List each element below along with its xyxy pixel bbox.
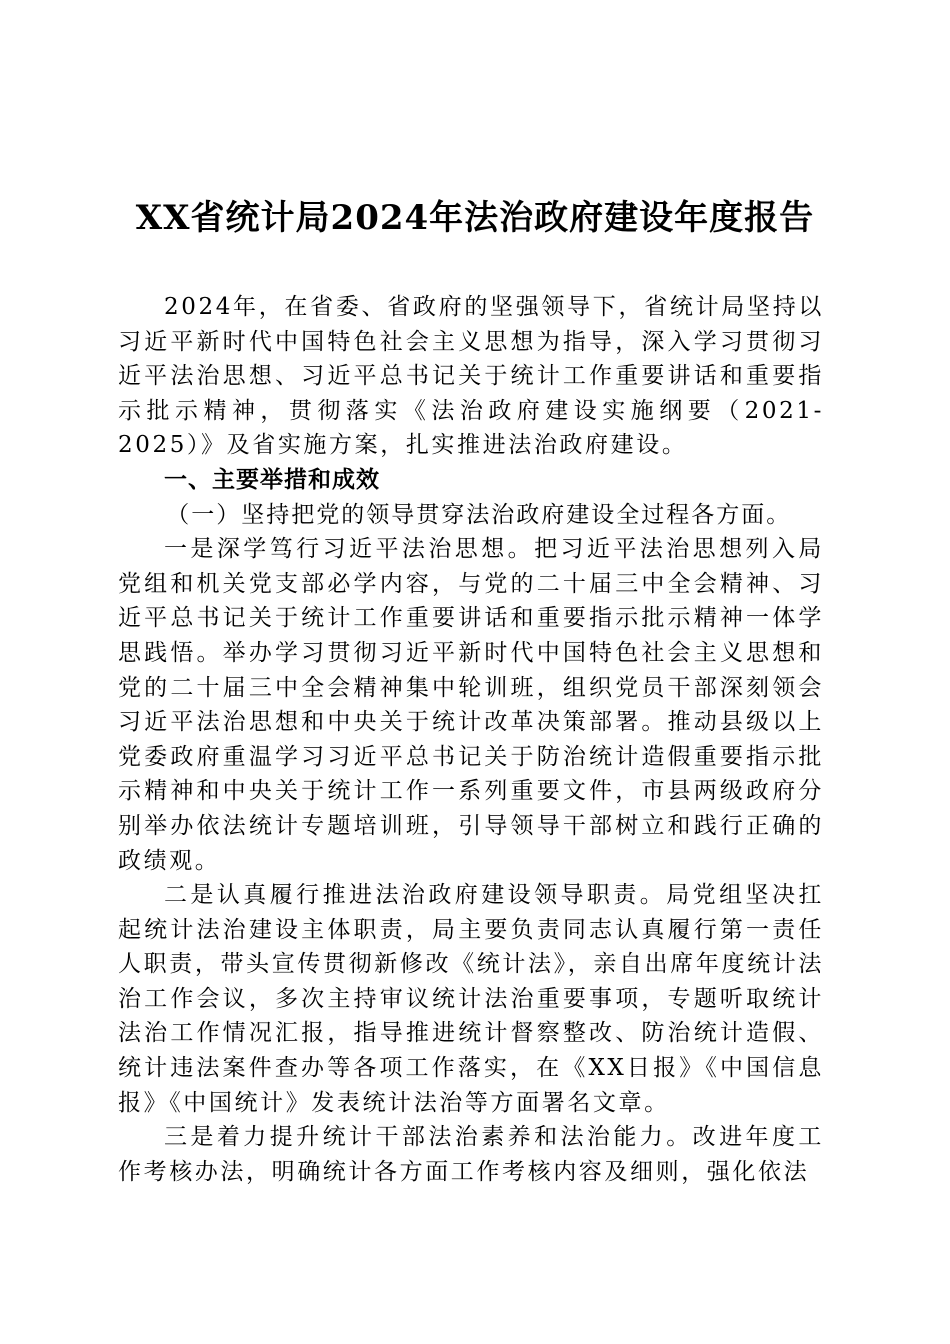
body-paragraph: 一是深学笃行习近平法治思想。把习近平法治思想列入局党组和机关党支部必学内容，与党的二十届三中全会精神、习近平总书记关于统计工作重要讲话和重要指示批示精神一体学思践悟。举办学习贯彻习近平新时代中国特色社会主义思想和党的二十届三中全会精神集中轮训班，组织党员干部深刻领会习近平法治思想和中央关于统计改革决策部署。推动县级以上党委政府重温学习习近平总书记关于防治统计造假重要指示批示精神和中央关于统计工作一系列重要文件，市县两级政府分别举办依法统计专题培训班，引导领导干部树立和践行正确的政绩观。: [118, 536, 824, 874]
document-body: [118, 290, 824, 1189]
body-paragraph: 三是着力提升统计干部法治素养和法治能力。改进年度工作考核办法，明确统计各方面工作考核内容及细则，强化依法: [118, 1124, 824, 1185]
section-heading: 一、主要举措和成效: [164, 466, 380, 493]
body-paragraph: 二是认真履行推进法治政府建设领导职责。局党组坚决扛起统计法治建设主体职责，局主要负责同志认真履行第一责任人职责，带头宣传贯彻新修改《统计法》，亲自出席年度统计法治工作会议，多次主持审议统计法治重要事项，专题听取统计法治工作情况汇报，指导推进统计督察整改、防治统计造假、统计违法案件查办等各项工作落实，在《XX日报》《中国信息报》《中国统计》发表统计法治等方面署名文章。: [118, 882, 824, 1116]
document-title: XX省统计局2024年法治政府建设年度报告: [135, 198, 815, 238]
intro-paragraph: 2024年，在省委、省政府的坚强领导下，省统计局坚持以习近平新时代中国特色社会主义思想为指导，深入学习贯彻习近平法治思想、习近平总书记关于统计工作重要讲话和重要指示批示精神，贯彻落实《法治政府建设实施纲要（2021-2025）》及省实施方案，扎实推进法治政府建设。: [118, 294, 824, 459]
subsection-heading: （一）坚持把党的领导贯穿法治政府建设全过程各方面。: [166, 501, 792, 528]
